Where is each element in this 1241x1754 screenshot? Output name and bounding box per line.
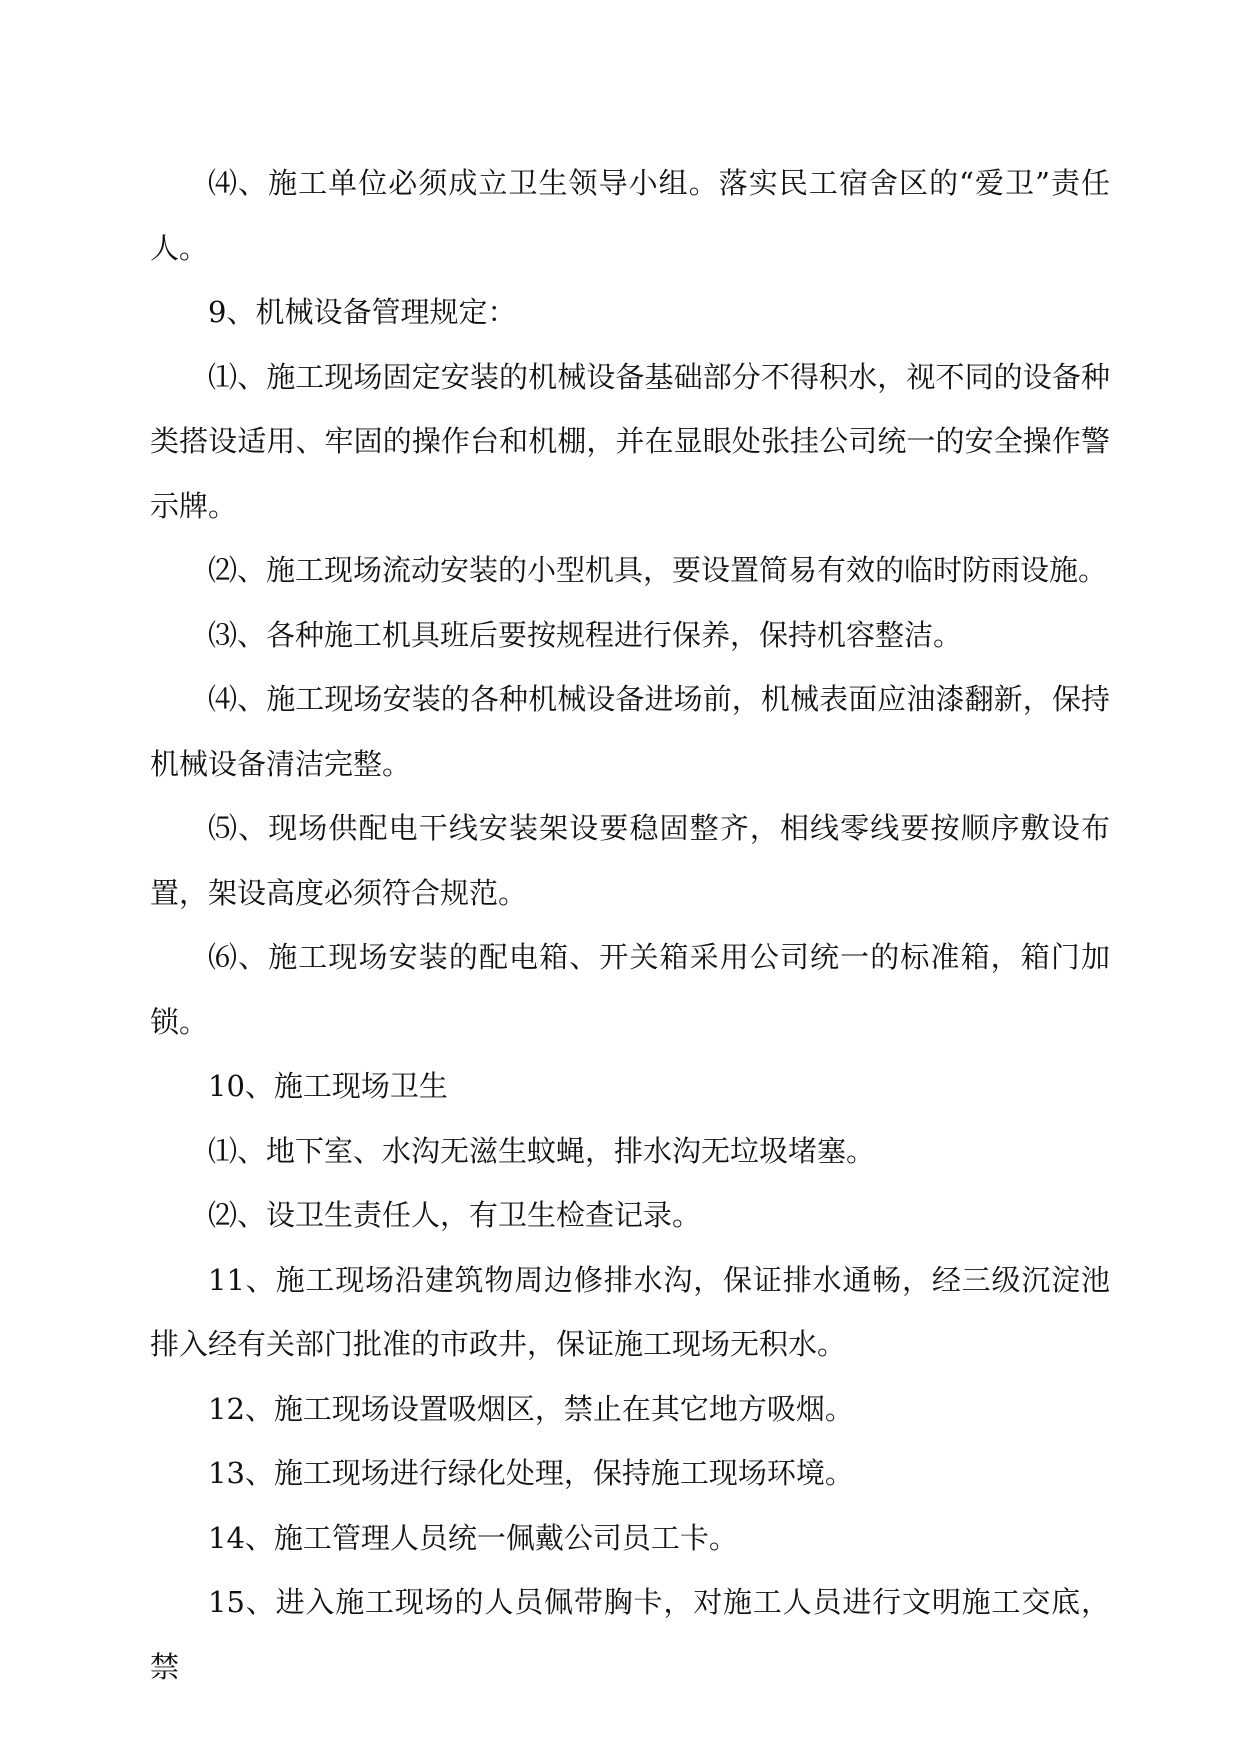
paragraph: ⑷、施工现场安装的各种机械设备进场前，机械表面应油漆翻新，保持机械设备清洁完整。 xyxy=(150,682,1110,781)
paragraph: ⑵、施工现场流动安装的小型机具，要设置简易有效的临时防雨设施。 xyxy=(208,553,1108,587)
paragraph: ⑶、各种施工机具班后要按规程进行保养，保持机容整洁。 xyxy=(208,617,963,652)
paragraph: ⑹、施工现场安装的配电箱、开关箱采用公司统一的标准箱，箱门加锁。 xyxy=(150,940,1110,1039)
paragraph: ⑴、地下室、水沟无滋生蚊蝇，排水沟无垃圾堵塞。 xyxy=(208,1133,876,1168)
paragraph: ⑸、现场供配电干线安装架设要稳固整齐，相线零线要按顺序敷设布置，架设高度必须符合规范。 xyxy=(150,811,1110,910)
section-heading: 10、施工现场卫生 xyxy=(208,1069,448,1103)
paragraph: 12、施工现场设置吸烟区，禁止在其它地方吸烟。 xyxy=(208,1391,854,1426)
paragraph: ⑵、设卫生责任人，有卫生检查记录。 xyxy=(208,1198,702,1232)
paragraph: 14、施工管理人员统一佩戴公司员工卡。 xyxy=(208,1520,738,1555)
paragraph: ⑷、施工单位必须成立卫生领导小组。落实民工宿舍区的“爱卫”责任人。 xyxy=(150,166,1110,265)
paragraph: 15、进入施工现场的人员佩带胸卡，对施工人员进行文明施工交底，禁 xyxy=(150,1585,1110,1684)
document-body xyxy=(150,151,1110,1699)
paragraph: 11、施工现场沿建筑物周边修排水沟，保证排水通畅，经三级沉淀池排入经有关部门批准的市政井，保证施工现场无积水。 xyxy=(150,1262,1110,1361)
paragraph: ⑴、施工现场固定安装的机械设备基础部分不得积水，视不同的设备种类搭设适用、牢固的操作台和机棚，并在显眼处张挂公司统一的安全操作警示牌。 xyxy=(150,359,1110,523)
section-heading: 9、机械设备管理规定： xyxy=(208,295,517,329)
paragraph: 13、施工现场进行绿化处理，保持施工现场环境。 xyxy=(208,1456,854,1490)
